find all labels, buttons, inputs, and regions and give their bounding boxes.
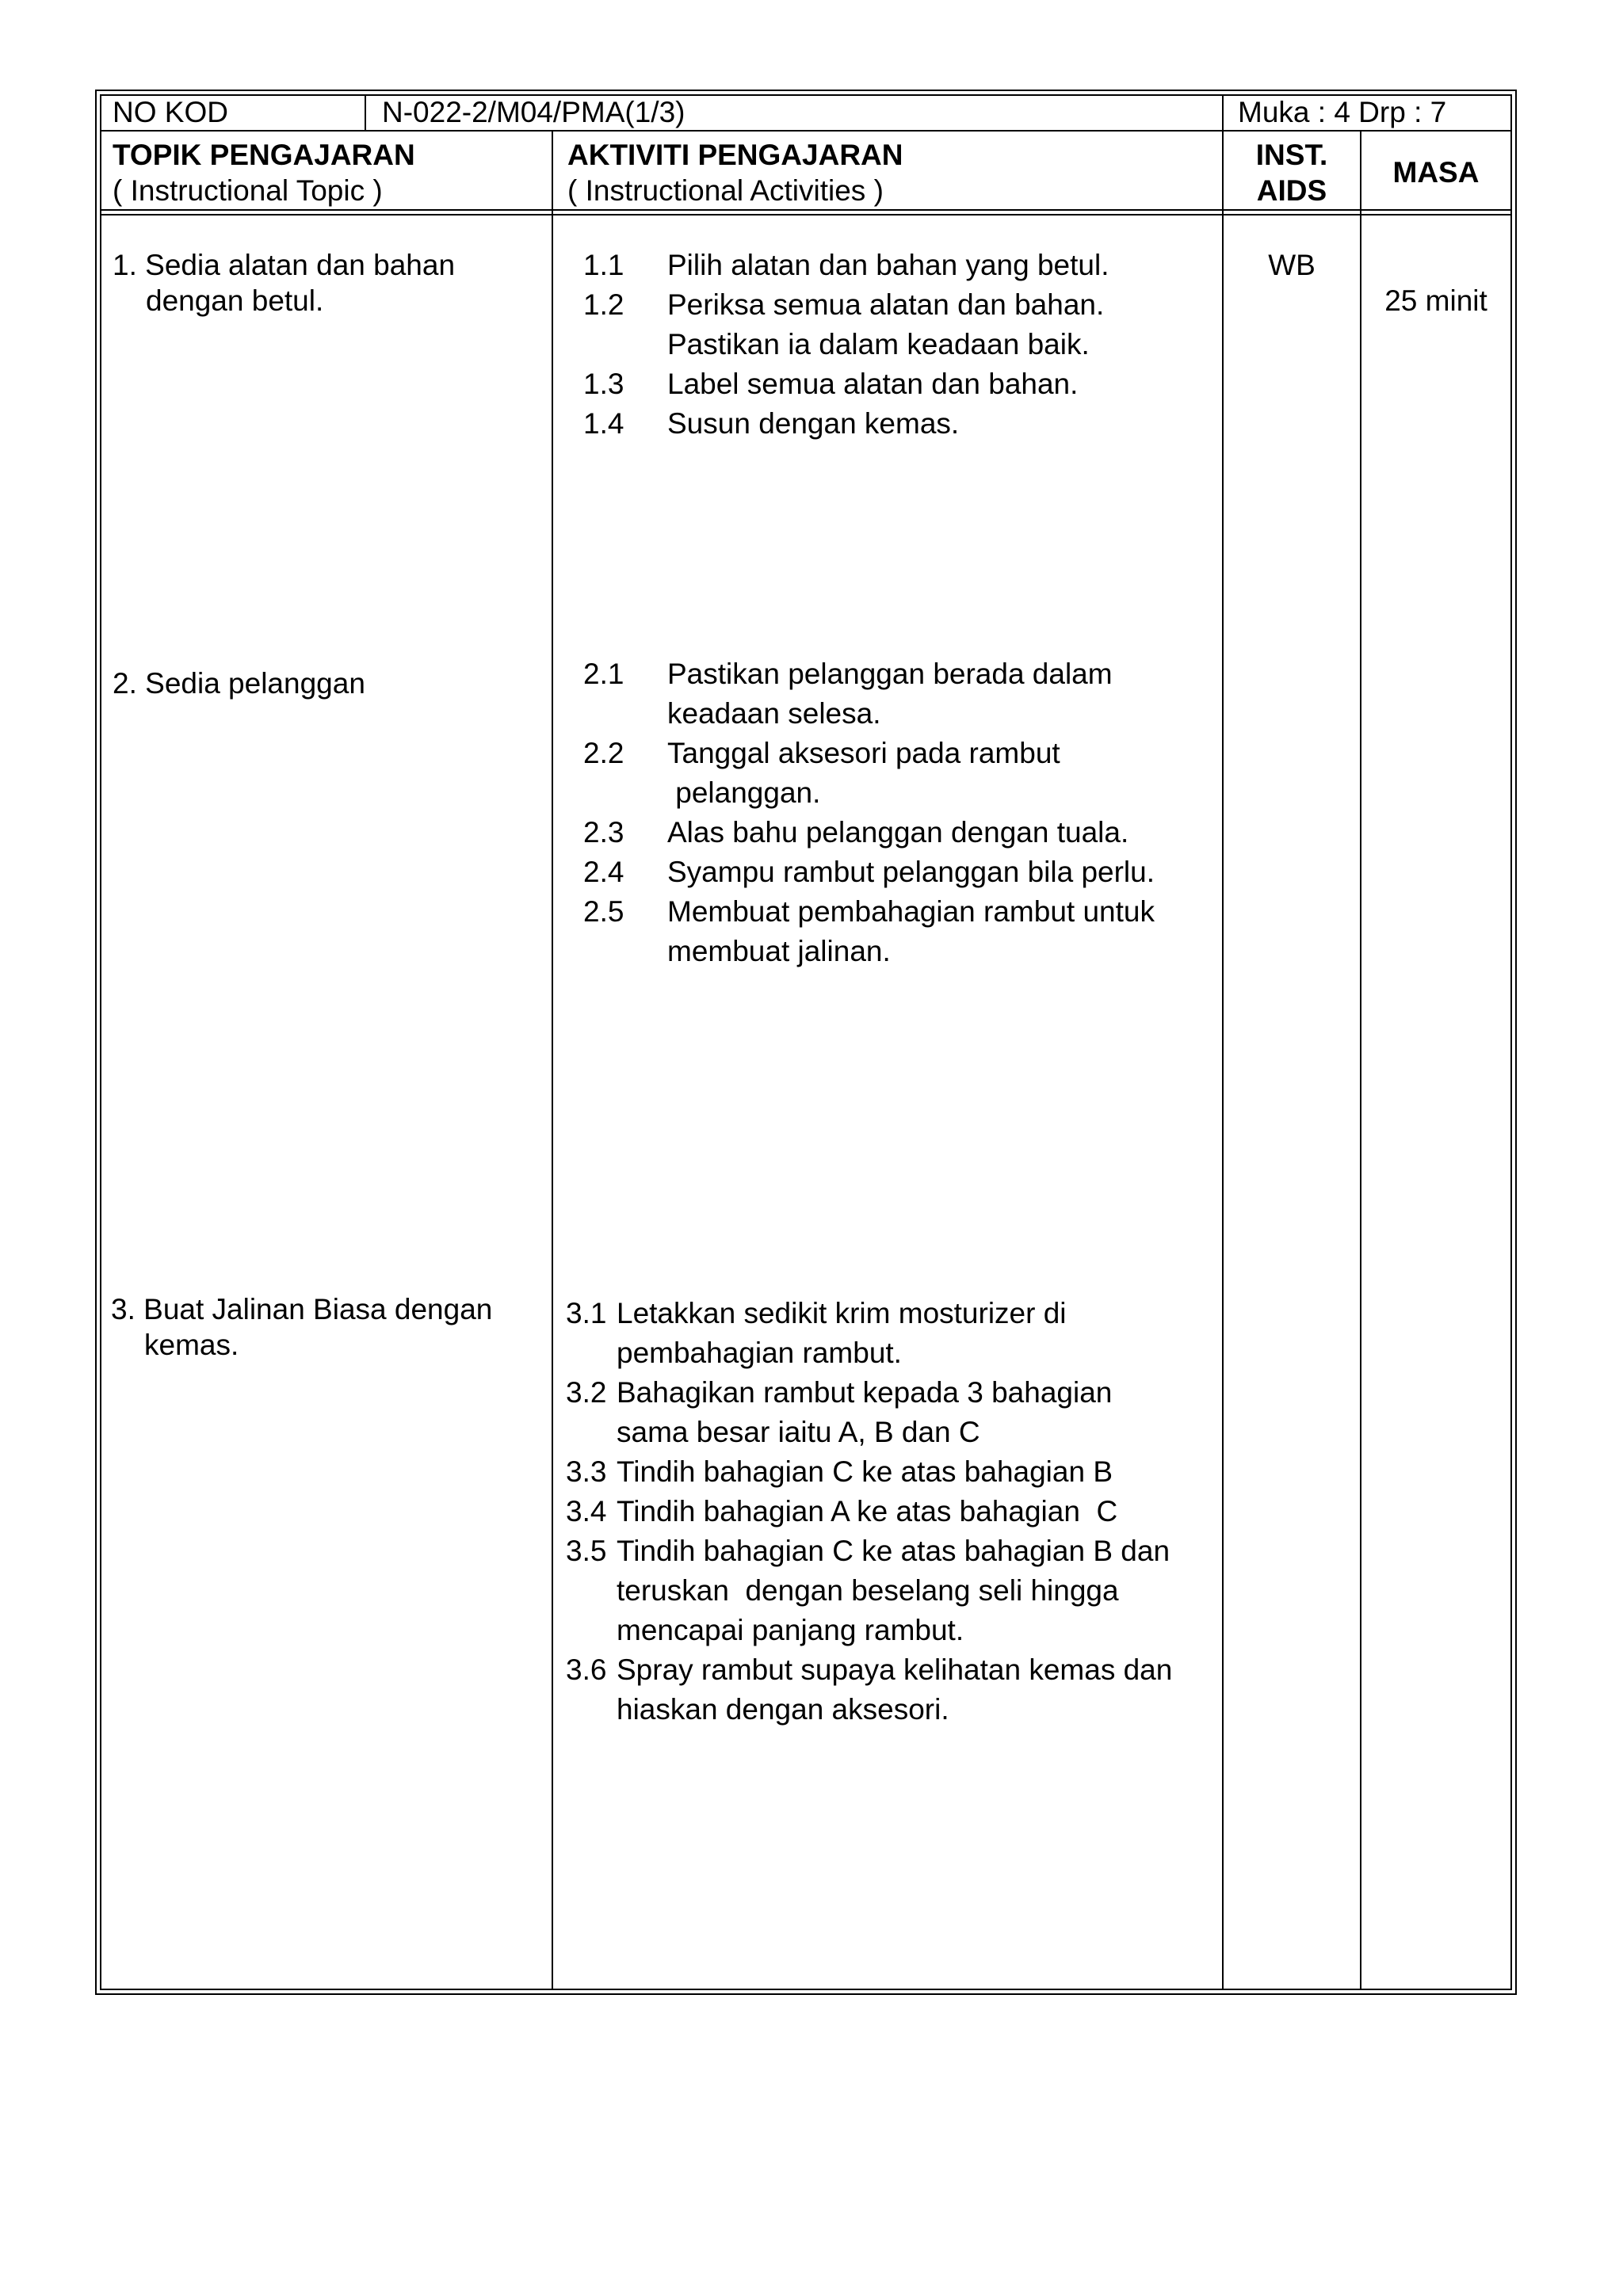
outer-border-bottom-inner bbox=[100, 1989, 1512, 1990]
masa-value: 25 minit bbox=[1384, 284, 1487, 317]
activity-3-4-number: 3.4 bbox=[566, 1495, 607, 1527]
outer-border-right-inner bbox=[1510, 94, 1512, 1990]
activity-3-6-number: 3.6 bbox=[566, 1653, 607, 1686]
activity-3-6-text-2: hiaskan dengan aksesori. bbox=[617, 1693, 949, 1726]
header-divider-1 bbox=[365, 94, 366, 131]
activity-1-2-number: 1.2 bbox=[583, 288, 624, 321]
activity-column-subtitle: ( Instructional Activities ) bbox=[567, 174, 884, 207]
time-column-title: MASA bbox=[1392, 156, 1480, 189]
page-info: Muka : 4 Drp : 7 bbox=[1238, 96, 1447, 128]
no-kod-value: N-022-2/M04/PMA(1/3) bbox=[382, 96, 685, 128]
activity-1-2-text-2: Pastikan ia dalam keadaan baik. bbox=[667, 328, 1090, 360]
activity-2-5-number: 2.5 bbox=[583, 895, 624, 928]
activity-1-4-number: 1.4 bbox=[583, 407, 624, 440]
column-header-divider-inner bbox=[100, 214, 1512, 215]
activity-3-5-text-2: teruskan dengan beselang seli hingga bbox=[617, 1574, 1119, 1607]
activity-1-1-number: 1.1 bbox=[583, 249, 624, 281]
activity-1-1-text: Pilih alatan dan bahan yang betul. bbox=[667, 249, 1109, 281]
activity-1-3-number: 1.3 bbox=[583, 368, 624, 400]
activity-3-3-number: 3.3 bbox=[566, 1455, 607, 1488]
activity-2-3-number: 2.3 bbox=[583, 816, 624, 849]
activity-2-4-text: Syampu rambut pelanggan bila perlu. bbox=[667, 856, 1155, 888]
outer-border-bottom bbox=[95, 1993, 1517, 1995]
activity-column-title: AKTIVITI PENGAJARAN bbox=[567, 139, 903, 171]
activity-3-2-text: Bahagikan rambut kepada 3 bahagian bbox=[617, 1376, 1113, 1409]
activity-2-4-number: 2.4 bbox=[583, 856, 624, 888]
activity-3-5-number: 3.5 bbox=[566, 1535, 607, 1567]
topic-3-line-1: 3. Buat Jalinan Biasa dengan bbox=[111, 1293, 493, 1325]
activity-3-1-text: Letakkan sedikit krim mosturizer di bbox=[617, 1297, 1067, 1329]
activity-2-2-text-2: pelanggan. bbox=[667, 776, 821, 809]
activity-3-2-text-2: sama besar iaitu A, B dan C bbox=[617, 1416, 980, 1448]
no-kod-label: NO KOD bbox=[113, 96, 228, 128]
activity-2-3-text: Alas bahu pelanggan dengan tuala. bbox=[667, 816, 1129, 849]
activity-1-2-text: Periksa semua alatan dan bahan. bbox=[667, 288, 1105, 321]
topic-3-line-2: kemas. bbox=[144, 1329, 239, 1361]
activity-1-3-text: Label semua alatan dan bahan. bbox=[667, 368, 1079, 400]
activity-1-4-text: Susun dengan kemas. bbox=[667, 407, 960, 440]
aids-column-title-line1: INST. bbox=[1255, 139, 1328, 171]
topic-2-line-1: 2. Sedia pelanggan bbox=[113, 667, 365, 700]
activity-2-5-text-2: membuat jalinan. bbox=[667, 935, 891, 967]
outer-border-right bbox=[1515, 90, 1517, 1995]
activity-2-2-text: Tanggal aksesori pada rambut bbox=[667, 737, 1060, 769]
activity-2-2-number: 2.2 bbox=[583, 737, 624, 769]
inst-aids-value: WB bbox=[1268, 249, 1316, 281]
activity-3-1-text-2: pembahagian rambut. bbox=[617, 1337, 902, 1369]
outer-border-top bbox=[95, 90, 1517, 91]
activity-2-1-text-2: keadaan selesa. bbox=[667, 697, 881, 730]
activity-3-1-number: 3.1 bbox=[566, 1297, 607, 1329]
topic-1-line-2: dengan betul. bbox=[146, 284, 324, 317]
activity-3-6-text: Spray rambut supaya kelihatan kemas dan bbox=[617, 1653, 1173, 1686]
outer-border-left-inner bbox=[100, 94, 101, 1990]
column-divider-topic bbox=[552, 131, 553, 1990]
outer-border-left bbox=[95, 90, 97, 1995]
column-divider-activity bbox=[1222, 131, 1224, 1990]
aids-column-title-line2: AIDS bbox=[1256, 174, 1327, 207]
topic-column-subtitle: ( Instructional Topic ) bbox=[113, 174, 383, 207]
topic-1-line-1: 1. Sedia alatan dan bahan bbox=[113, 249, 456, 281]
activity-3-5-text: Tindih bahagian C ke atas bahagian B dan bbox=[617, 1535, 1170, 1567]
activity-3-4-text: Tindih bahagian A ke atas bahagian C bbox=[617, 1495, 1118, 1527]
activity-3-2-number: 3.2 bbox=[566, 1376, 607, 1409]
topic-column-title: TOPIK PENGAJARAN bbox=[113, 139, 415, 171]
column-divider-aids bbox=[1360, 131, 1361, 1990]
activity-2-1-text: Pastikan pelanggan berada dalam bbox=[667, 658, 1113, 690]
activity-3-3-text: Tindih bahagian C ke atas bahagian B bbox=[617, 1455, 1113, 1488]
activity-2-1-number: 2.1 bbox=[583, 658, 624, 690]
activity-2-5-text: Membuat pembahagian rambut untuk bbox=[667, 895, 1155, 928]
header-divider-2 bbox=[1222, 94, 1224, 131]
activity-3-5-text-3: mencapai panjang rambut. bbox=[617, 1614, 964, 1646]
